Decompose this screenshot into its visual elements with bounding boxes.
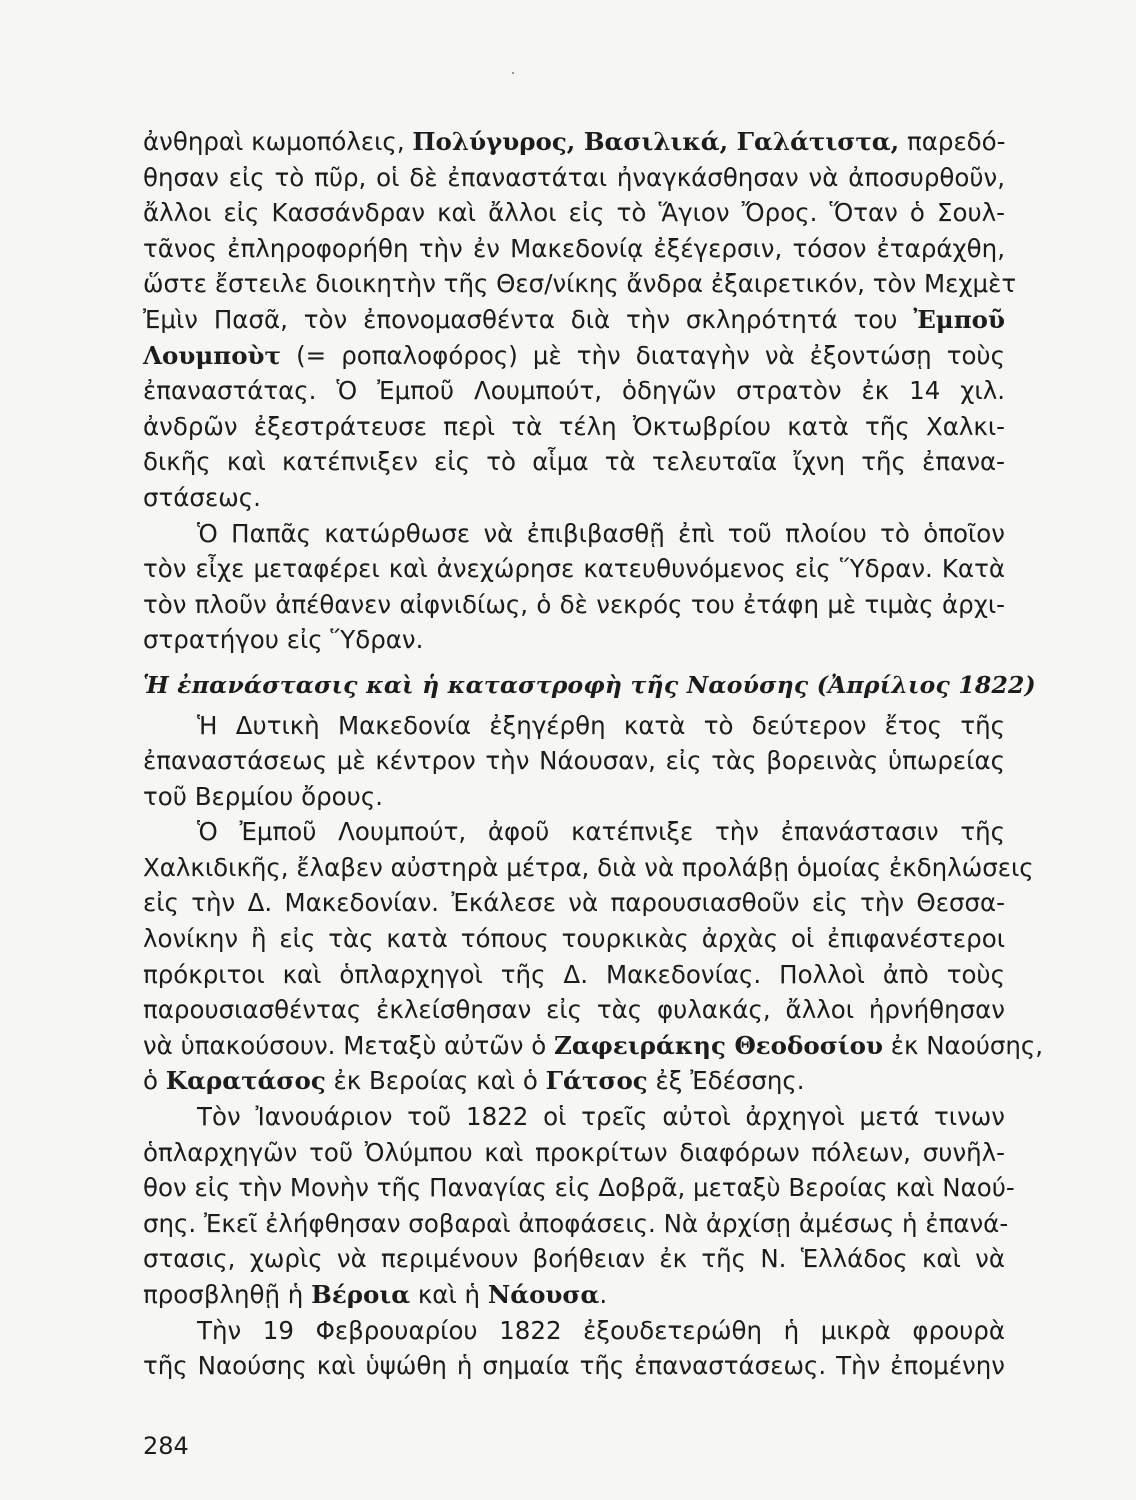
paragraph-3 xyxy=(143,708,1005,815)
bold-place-names: Πολύγυρος, Βασιλικά, Γαλάτιστα, xyxy=(412,127,900,156)
text-line: τὸν εἶχε μεταφέρει καὶ ἀνεχώρησε κατευθυνόμενος εἰς Ὕδραν. Κατὰ xyxy=(143,554,1005,584)
bold-name: Ἐμποῦ xyxy=(913,304,1005,334)
ink-speck xyxy=(512,72,514,74)
bold-name: Ζαφειράκης Θεοδοσίου xyxy=(554,1030,883,1060)
text-line: ἀνδρῶν ἐξεστράτευσε περὶ τὰ τέλη Ὀκτωβρίου κατὰ τῆς Χαλκι- xyxy=(143,411,1005,441)
text-line: στασις, χωρὶς νὰ περιμένουν βοήθειαν ἐκ τῆς Ν. Ἑλλάδος καὶ νὰ xyxy=(143,1244,1005,1274)
text-line: Ἡ Δυτικὴ Μακεδονία ἐξηγέρθη κατὰ τὸ δεύτερον ἔτος τῆς xyxy=(197,710,1005,740)
text-line: ὁπλαρχηγῶν τοῦ Ὀλύμπου καὶ προκρίτων διαφόρων πόλεων, συνῆλ- xyxy=(143,1137,1005,1167)
text-line: λονίκην ἢ εἰς τὰς κατὰ τόπους τουρκικὰς ἀρχὰς οἱ ἐπιφανέστεροι xyxy=(143,924,1005,954)
text-line: Τὴν 19 Φεβρουαρίου 1822 ἐξουδετερώθη ἡ μικρὰ φρουρὰ xyxy=(197,1315,1005,1345)
text-line xyxy=(143,1028,1044,1064)
text-run: παρεδό- xyxy=(899,127,1006,156)
text-line xyxy=(143,338,1005,374)
text-run: Ἐμὶν Πασᾶ, τὸν ἐπονομασθέντα διὰ τὴν σκληρότητά του xyxy=(143,304,914,334)
text-line: ὥστε ἔστειλε διοικητὴν τῆς Θεσ/νίκης ἄνδρα ἐξαιρετικόν, τὸν Μεχμὲτ xyxy=(143,269,1017,299)
text-line: τὸν πλοῦν ἀπέθανεν αἰφνιδίως, ὁ δὲ νεκρός του ἐτάφη μὲ τιμὰς ἀρχι- xyxy=(143,589,1005,619)
text-line xyxy=(143,124,1005,160)
paragraph-4 xyxy=(143,814,1044,1099)
text-line: τῆς Ναούσης καὶ ὑψώθη ἡ σημαία τῆς ἐπαναστάσεως. Τὴν ἐπομένην xyxy=(143,1351,1005,1381)
text-run: ὁ xyxy=(143,1066,166,1096)
text-line: πρόκριτοι καὶ ὁπλαρχηγοὶ τῆς Δ. Μακεδονίας. Πολλοὶ ἀπὸ τοὺς xyxy=(143,959,1005,989)
text-line: Ὁ Ἐμποῦ Λουμπούτ, ἀφοῦ κατέπνιξε τὴν ἐπανάστασιν τῆς xyxy=(197,817,1005,847)
text-run: . xyxy=(599,1280,608,1309)
text-run: καὶ ἡ xyxy=(410,1280,488,1309)
text-run: ἀνθηραὶ κωμοπόλεις, xyxy=(143,127,413,156)
text-line xyxy=(143,1277,1005,1313)
text-run: ἐκ Βεροίας καὶ ὁ xyxy=(325,1066,546,1096)
bold-name: Γάτσος xyxy=(545,1066,648,1096)
paragraph-2 xyxy=(143,516,1005,658)
paragraph-6 xyxy=(143,1313,1005,1384)
text-line: Τὸν Ἰανουάριον τοῦ 1822 οἱ τρεῖς αὐτοὶ ἀρχηγοὶ μετά τινων xyxy=(197,1102,1005,1132)
page-body xyxy=(143,124,1044,1384)
text-line: εἰς τὴν Δ. Μακεδονίαν. Ἐκάλεσε νὰ παρουσιασθοῦν εἰς τὴν Θεσσα- xyxy=(143,888,1005,918)
bold-name: Καρατάσος xyxy=(165,1066,326,1096)
text-line xyxy=(143,302,1005,338)
text-line: στάσεως. xyxy=(143,482,261,512)
text-line: τᾶνος ἐπληροφορήθη τὴν ἐν Μακεδονίᾳ ἐξέγερσιν, τόσον ἐταράχθη, xyxy=(143,233,1005,263)
page-number: 284 xyxy=(143,1432,189,1460)
text-run: ἐκ Ναούσης, xyxy=(882,1030,1044,1060)
text-line: στρατήγου εἰς Ὕδραν. xyxy=(143,625,424,655)
paragraph-1 xyxy=(143,124,1017,516)
text-line: Χαλκιδικῆς, ἔλαβεν αὐστηρὰ μέτρα, διὰ νὰ προλάβῃ ὁμοίας ἐκδηλώσεις xyxy=(143,852,1034,882)
text-run: νὰ ὑπακούσουν. Μεταξὺ αὐτῶν ὁ xyxy=(143,1030,555,1060)
text-line: δικῆς καὶ κατέπνιξεν εἰς τὸ αἷμα τὰ τελευταῖα ἴχνη τῆς ἐπανα- xyxy=(143,447,1005,477)
text-line: σης. Ἐκεῖ ἐλήφθησαν σοβαραὶ ἀποφάσεις. Νὰ ἀρχίσῃ ἀμέσως ἡ ἐπανά- xyxy=(143,1208,1009,1238)
text-line: ἐπαναστάτας. Ὁ Ἐμποῦ Λουμπούτ, ὁδηγῶν στρατὸν ἐκ 14 χιλ. xyxy=(143,376,1005,406)
text-run: προσβληθῇ ἡ xyxy=(143,1280,312,1309)
text-line: ἐπαναστάσεως μὲ κέντρον τὴν Νάουσαν, εἰς τὰς βορεινὰς ὑπωρείας xyxy=(143,746,1005,776)
text-line: Ὁ Παπᾶς κατώρθωσε νὰ ἐπιβιβασθῇ ἐπὶ τοῦ πλοίου τὸ ὁποῖον xyxy=(197,518,1005,548)
paragraph-5 xyxy=(143,1099,1015,1313)
text-line: ἄλλοι εἰς Κασσάνδραν καὶ ἄλλοι εἰς τὸ Ἅγιον Ὄρος. Ὅταν ὁ Σουλ- xyxy=(143,198,1005,228)
text-line: θησαν εἰς τὸ πῦρ, οἱ δὲ ἐπαναστάται ἠναγκάσθησαν νὰ ἀποσυρθοῦν, xyxy=(143,162,1005,192)
text-run: (= ροπαλοφόρος) μὲ τὴν διαταγὴν νὰ ἐξοντώσῃ τοὺς xyxy=(281,340,1005,370)
text-line: παρουσιασθέντας ἐκλείσθησαν εἰς τὰς φυλακάς, ἄλλοι ἠρνήθησαν xyxy=(143,995,1005,1025)
text-run: ἐξ Ἐδέσσης. xyxy=(647,1066,805,1096)
bold-place-name: Βέροια xyxy=(311,1280,411,1309)
text-line: θον εἰς τὴν Μονὴν τῆς Παναγίας εἰς Δοβρᾶ, μεταξὺ Βεροίας καὶ Ναού- xyxy=(143,1173,1015,1203)
bold-name: Λουμποὺτ xyxy=(143,340,282,370)
bold-place-name: Νάουσα xyxy=(487,1280,600,1309)
text-line: τοῦ Βερμίου ὄρους. xyxy=(143,781,384,811)
text-line xyxy=(143,1063,1005,1099)
section-heading: Ἡ ἐπανάστασις καὶ ἡ καταστροφὴ τῆς Ναούσης (Ἀπρίλιος 1822) xyxy=(143,670,1036,699)
